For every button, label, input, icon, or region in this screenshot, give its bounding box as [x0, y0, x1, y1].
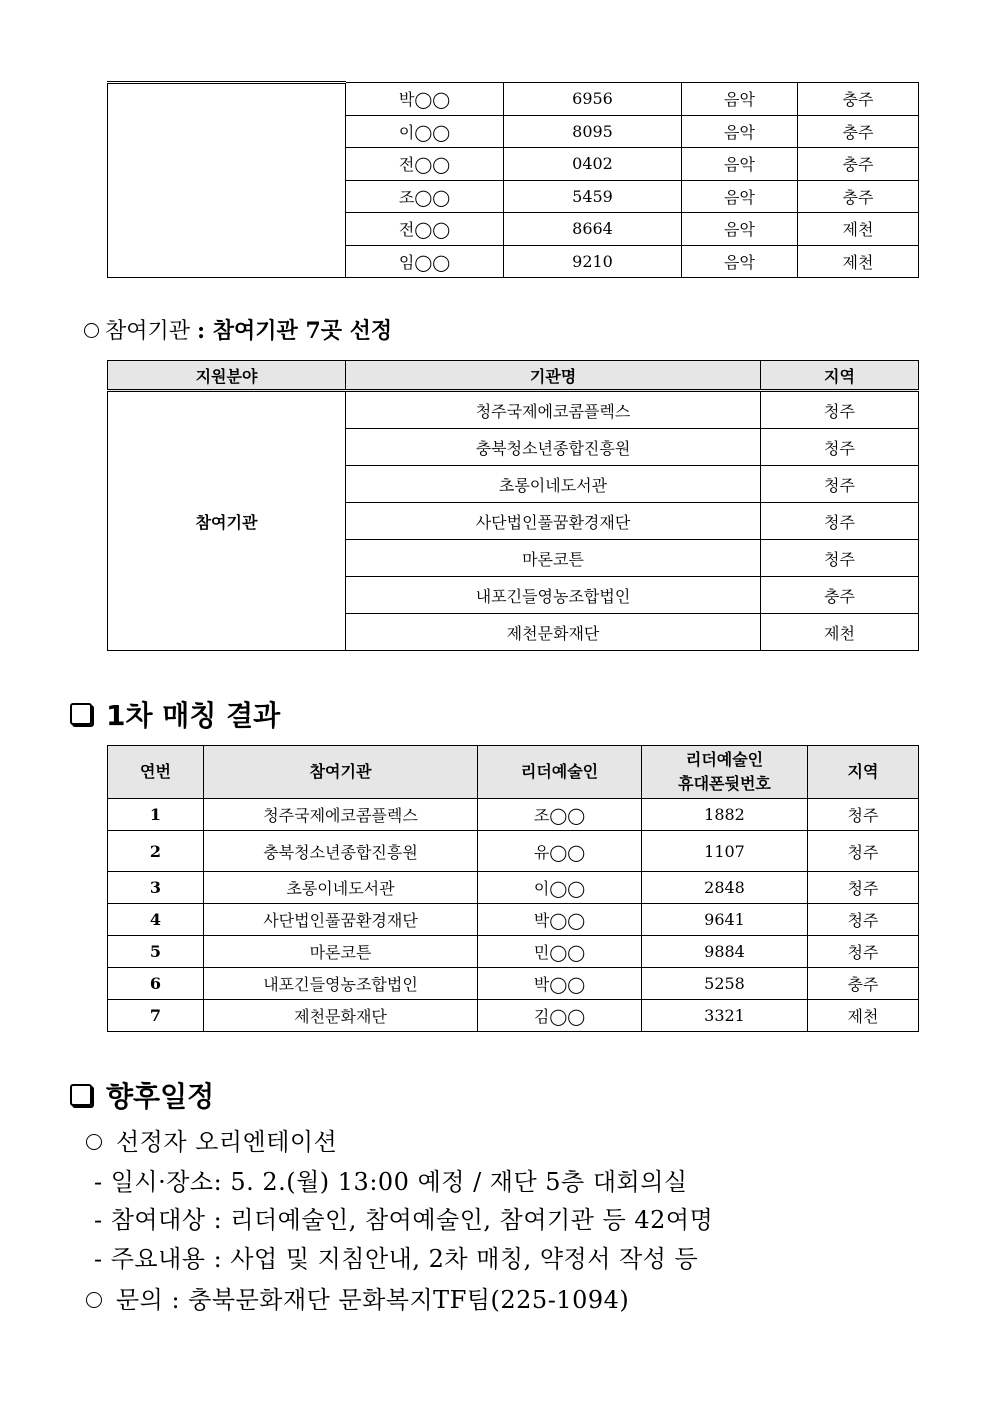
- org-region: 청주: [761, 466, 919, 503]
- col-header-leader: 리더예술인: [478, 746, 642, 799]
- col-header-phone-line1: 리더예술인: [685, 750, 764, 769]
- artist-field: 음악: [682, 180, 798, 213]
- field-cell: 참여기관: [108, 391, 346, 651]
- match-leader: 김◯◯: [478, 1000, 642, 1032]
- table-row: [108, 936, 919, 968]
- table-header-row: [108, 746, 919, 799]
- match-region: 청주: [808, 936, 919, 968]
- schedule-item-contact: [86, 1280, 629, 1315]
- match-leader: 이◯◯: [478, 872, 642, 904]
- artist-region: 제천: [798, 213, 919, 246]
- match-no: 3: [108, 872, 204, 904]
- match-org: 제천문화재단: [204, 1000, 478, 1032]
- org-region: 청주: [761, 391, 919, 429]
- artist-region: 충주: [798, 115, 919, 148]
- artist-name: 조◯◯: [346, 180, 504, 213]
- match-region: 청주: [808, 799, 919, 831]
- match-no: 7: [108, 1000, 204, 1032]
- match-org: 사단법인풀꿈환경재단: [204, 904, 478, 936]
- table-row: [108, 799, 919, 831]
- match-table: [107, 745, 919, 1032]
- schedule-heading-text: 향후일정: [106, 1080, 215, 1113]
- org-name: 마론코튼: [346, 540, 761, 577]
- schedule-detail-content: - 주요내용 : 사업 및 지침안내, 2차 매칭, 약정서 작성 등: [94, 1245, 699, 1273]
- table-row: [108, 904, 919, 936]
- match-org: 청주국제에코콤플렉스: [204, 799, 478, 831]
- table-row: [108, 872, 919, 904]
- artist-phone: 8095: [504, 115, 682, 148]
- artists-table: [107, 81, 919, 278]
- match-no: 1: [108, 799, 204, 831]
- org-region: 제천: [761, 614, 919, 651]
- artist-name: 이◯◯: [346, 115, 504, 148]
- org-name: 청주국제에코콤플렉스: [346, 391, 761, 429]
- col-header-field: 지원분야: [108, 361, 346, 391]
- match-no: 4: [108, 904, 204, 936]
- merged-field-cell: [108, 83, 346, 278]
- col-header-org: 기관명: [346, 361, 761, 391]
- col-header-no: 연번: [108, 746, 204, 799]
- schedule-heading: [70, 1075, 214, 1115]
- artist-field: 음악: [682, 148, 798, 181]
- match-region: 제천: [808, 1000, 919, 1032]
- circle-bullet-icon: [84, 323, 99, 338]
- col-header-region: 지역: [808, 746, 919, 799]
- match-region: 청주: [808, 872, 919, 904]
- table-row: [108, 1000, 919, 1032]
- match-region: 청주: [808, 831, 919, 872]
- artist-field: 음악: [682, 213, 798, 246]
- org-name: 충북청소년종합진흥원: [346, 429, 761, 466]
- square-bullet-icon: [70, 703, 92, 725]
- match-phone: 3321: [642, 1000, 808, 1032]
- match-phone: 9884: [642, 936, 808, 968]
- artist-name: 임◯◯: [346, 245, 504, 278]
- col-header-phone-line2: 휴대폰뒷번호: [678, 774, 771, 793]
- artist-phone: 8664: [504, 213, 682, 246]
- match-leader: 박◯◯: [478, 904, 642, 936]
- match-region: 충주: [808, 968, 919, 1000]
- square-bullet-icon: [70, 1084, 92, 1106]
- org-region: 청주: [761, 540, 919, 577]
- match-heading: [70, 694, 280, 734]
- match-no: 6: [108, 968, 204, 1000]
- org-region: 청주: [761, 429, 919, 466]
- match-heading-text: 1차 매칭 결과: [106, 699, 281, 732]
- match-leader: 박◯◯: [478, 968, 642, 1000]
- col-header-region: 지역: [761, 361, 919, 391]
- orgs-heading-prefix: 참여기관: [105, 319, 191, 344]
- artist-phone: 0402: [504, 148, 682, 181]
- org-name: 내포긴들영농조합법인: [346, 577, 761, 614]
- artist-name: 전◯◯: [346, 213, 504, 246]
- orgs-heading-bold: : 참여기관 7곳 선정: [197, 318, 393, 344]
- org-name: 사단법인풀꿈환경재단: [346, 503, 761, 540]
- artist-region: 충주: [798, 180, 919, 213]
- match-phone: 1107: [642, 831, 808, 872]
- org-region: 청주: [761, 503, 919, 540]
- col-header-org: 참여기관: [204, 746, 478, 799]
- artist-phone: 6956: [504, 83, 682, 116]
- match-org: 내포긴들영농조합법인: [204, 968, 478, 1000]
- schedule-detail-participants: - 참여대상 : 리더예술인, 참여예술인, 참여기관 등 42여명: [94, 1206, 714, 1234]
- artist-name: 전◯◯: [346, 148, 504, 181]
- match-leader: 민◯◯: [478, 936, 642, 968]
- artist-field: 음악: [682, 83, 798, 116]
- schedule-item-orientation: [86, 1122, 337, 1157]
- org-name: 제천문화재단: [346, 614, 761, 651]
- match-no: 5: [108, 936, 204, 968]
- artist-phone: 9210: [504, 245, 682, 278]
- circle-bullet-icon: [86, 1292, 102, 1308]
- artist-region: 충주: [798, 83, 919, 116]
- org-region: 충주: [761, 577, 919, 614]
- match-leader: 유◯◯: [478, 831, 642, 872]
- artist-field: 음악: [682, 115, 798, 148]
- artist-phone: 5459: [504, 180, 682, 213]
- schedule-item-orientation-text: 선정자 오리엔테이션: [116, 1128, 338, 1156]
- table-header-row: [108, 361, 919, 391]
- table-row: [108, 83, 919, 116]
- schedule-detail-datetime: - 일시·장소: 5. 2.(월) 13:00 예정 / 재단 5층 대회의실: [94, 1168, 688, 1196]
- table-row: [108, 968, 919, 1000]
- artist-region: 충주: [798, 148, 919, 181]
- match-phone: 2848: [642, 872, 808, 904]
- match-no: 2: [108, 831, 204, 872]
- org-name: 초롱이네도서관: [346, 466, 761, 503]
- table-row: [108, 391, 919, 429]
- match-phone: 1882: [642, 799, 808, 831]
- match-phone: 5258: [642, 968, 808, 1000]
- orgs-table: [107, 360, 919, 651]
- match-leader: 조◯◯: [478, 799, 642, 831]
- artist-field: 음악: [682, 245, 798, 278]
- orgs-heading: [84, 314, 392, 345]
- match-org: 마론코튼: [204, 936, 478, 968]
- match-org: 초롱이네도서관: [204, 872, 478, 904]
- schedule-item-contact-text: 문의 : 충북문화재단 문화복지TF팀(225-1094): [116, 1286, 630, 1314]
- match-org: 충북청소년종합진흥원: [204, 831, 478, 872]
- col-header-phone: [642, 746, 808, 799]
- circle-bullet-icon: [86, 1134, 102, 1150]
- match-phone: 9641: [642, 904, 808, 936]
- artist-name: 박◯◯: [346, 83, 504, 116]
- table-row: [108, 831, 919, 872]
- artist-region: 제천: [798, 245, 919, 278]
- match-region: 청주: [808, 904, 919, 936]
